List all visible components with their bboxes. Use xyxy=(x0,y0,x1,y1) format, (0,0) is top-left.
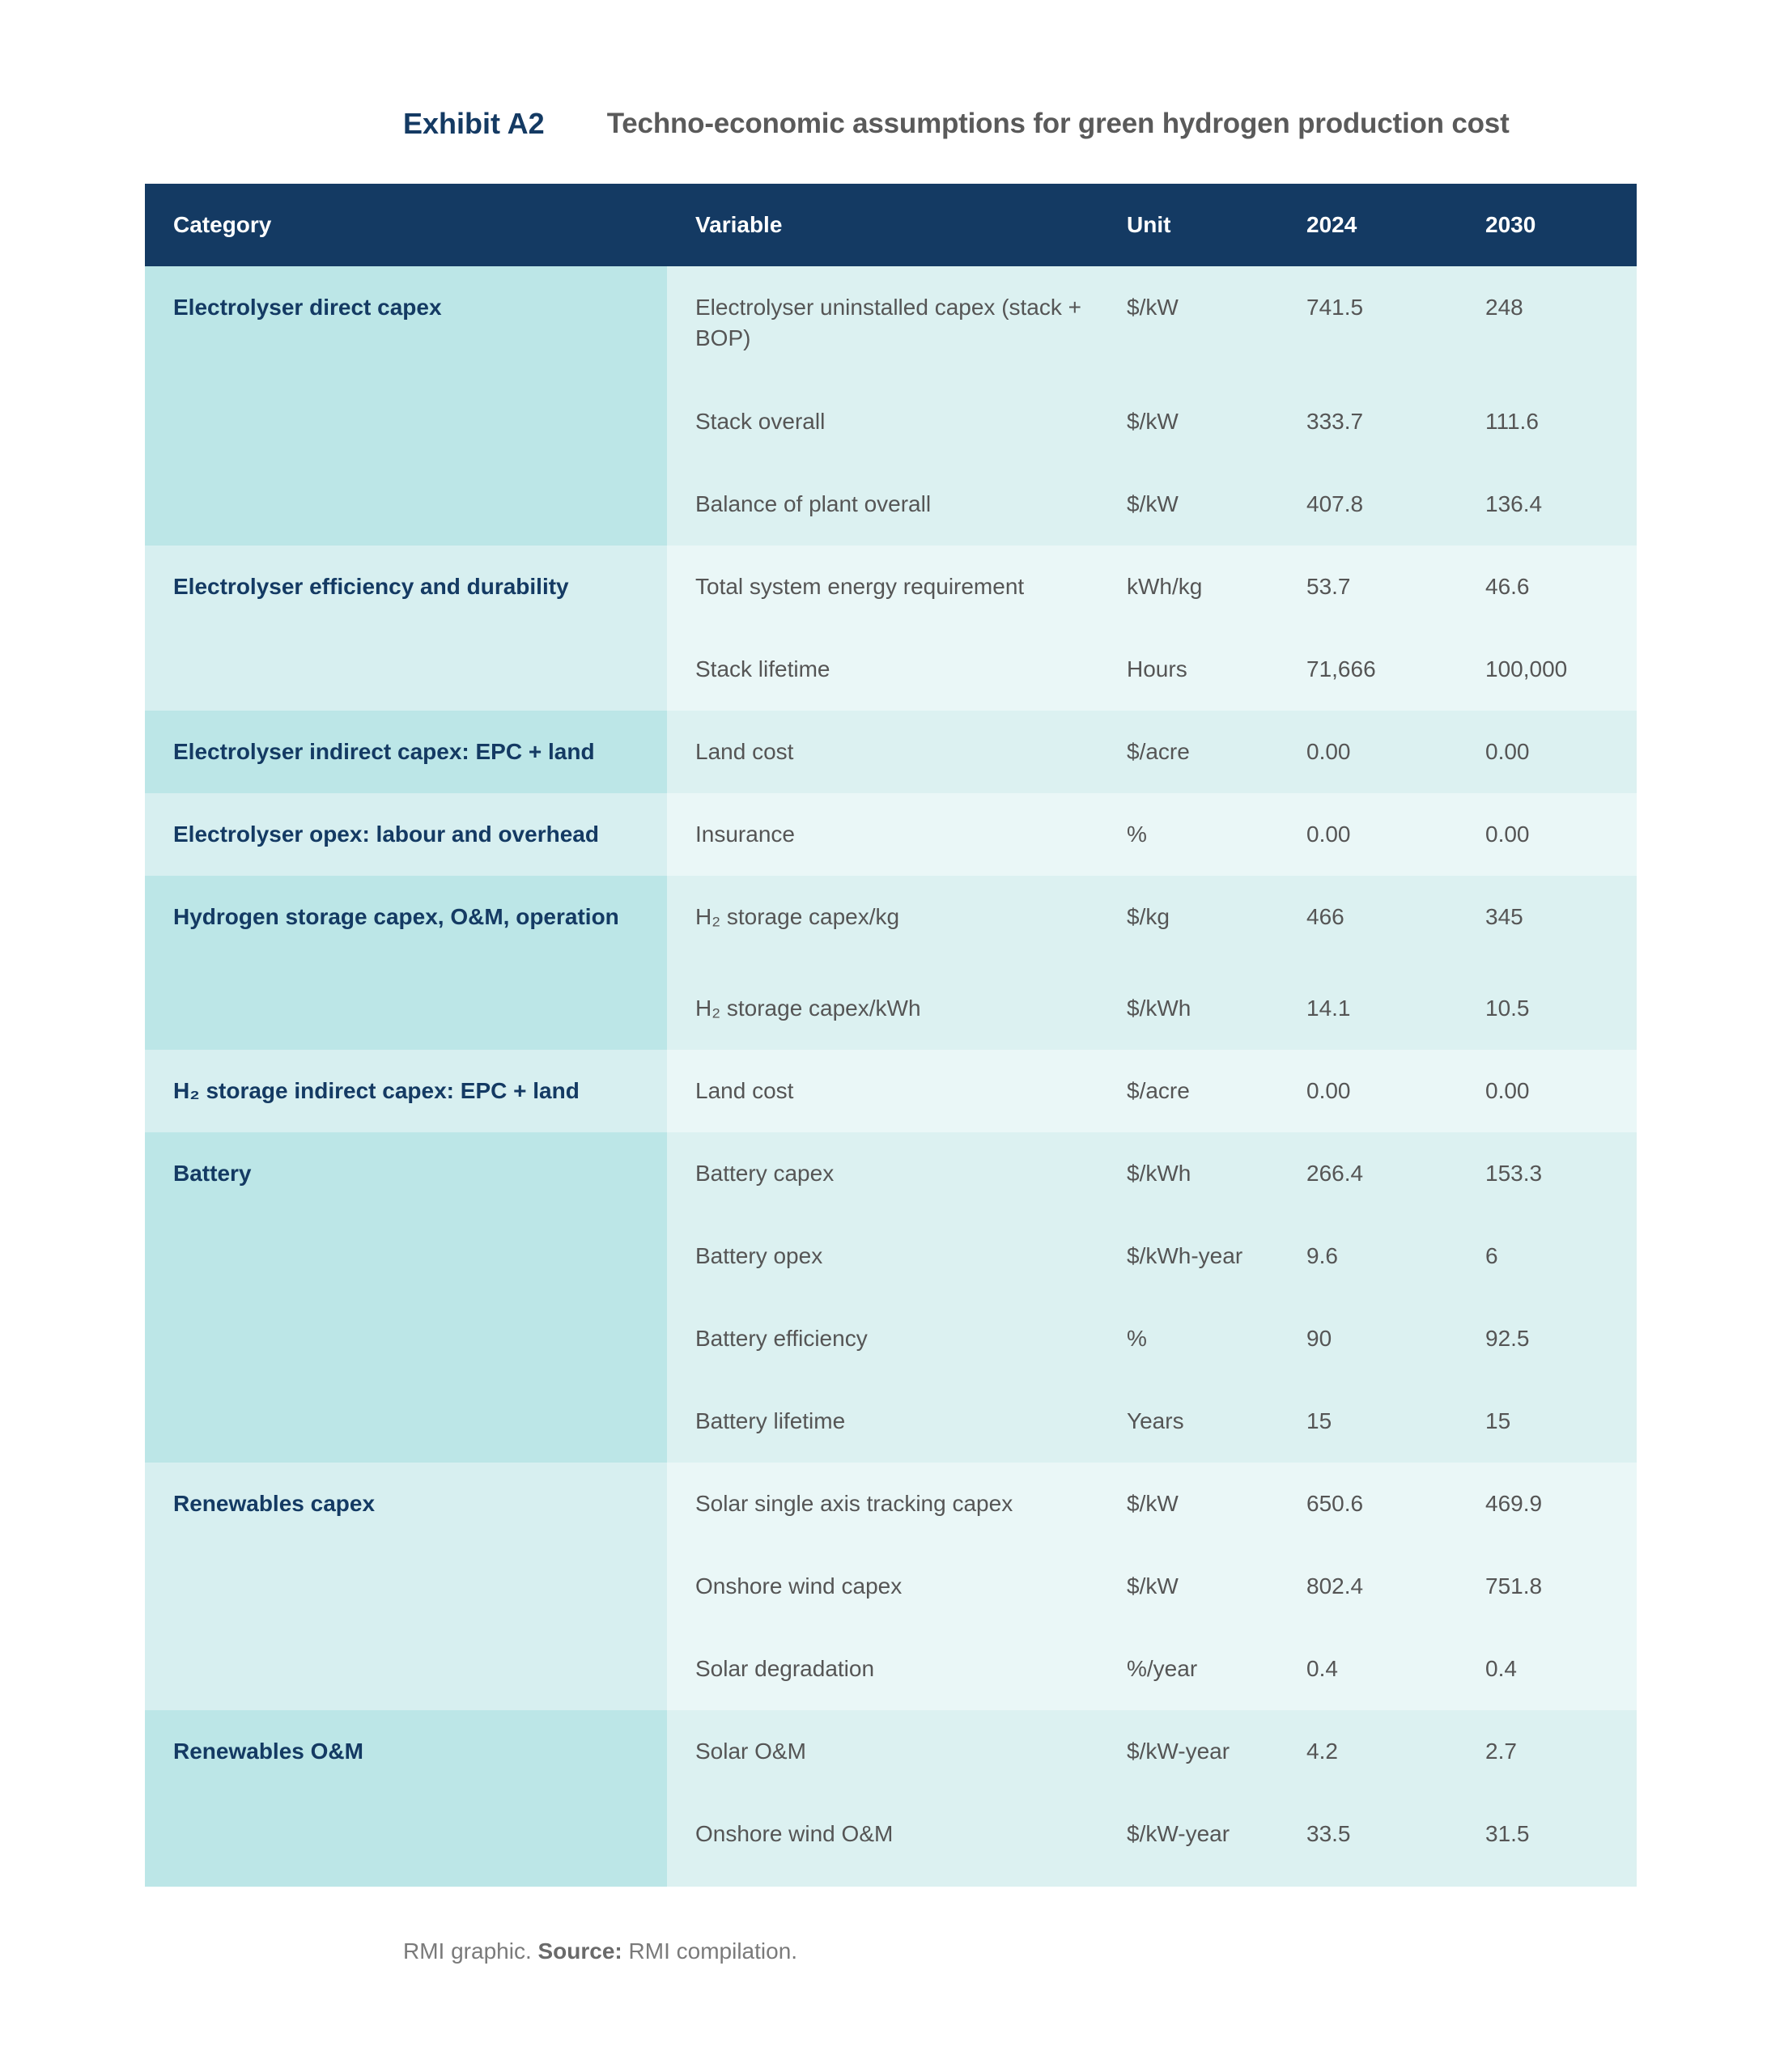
variable-cell: Solar single axis tracking capex xyxy=(695,1491,1013,1516)
table-row xyxy=(667,1710,1637,1793)
table-body xyxy=(145,266,1637,1887)
header-unit: Unit xyxy=(1127,212,1171,237)
value-2030-cell: 6 xyxy=(1485,1243,1498,1268)
table-row xyxy=(667,876,1637,967)
value-2024-cell: 4.2 xyxy=(1306,1739,1338,1764)
value-2024-cell: 266.4 xyxy=(1306,1161,1364,1186)
value-2030-cell: 2.7 xyxy=(1485,1739,1517,1764)
footnote-source-text: RMI compilation. xyxy=(628,1938,798,1964)
footnote-source-label: Source: xyxy=(537,1938,622,1964)
variable-rows xyxy=(667,876,1637,1050)
unit-cell: $/kW xyxy=(1127,1573,1179,1599)
variable-rows xyxy=(667,266,1637,546)
variable-cell: Electrolyser uninstalled capex (stack + BOP) xyxy=(695,295,1081,350)
value-2030-cell: 751.8 xyxy=(1485,1573,1543,1599)
variable-cell: Land cost xyxy=(695,739,794,764)
table-row xyxy=(667,1297,1637,1380)
unit-cell: $/kW-year xyxy=(1127,1739,1230,1764)
unit-cell: %/year xyxy=(1127,1656,1198,1681)
unit-cell: $/kW xyxy=(1127,491,1179,516)
category-group xyxy=(145,1463,1637,1710)
value-2030-cell: 469.9 xyxy=(1485,1491,1543,1516)
category-group xyxy=(145,711,1637,793)
value-2030-cell: 248 xyxy=(1485,295,1523,320)
category-cell: Renewables capex xyxy=(145,1463,667,1710)
footnote xyxy=(403,1938,797,1964)
header-2030: 2030 xyxy=(1485,212,1536,237)
table-row xyxy=(667,546,1637,628)
value-2030-cell: 31.5 xyxy=(1485,1821,1530,1846)
unit-cell: % xyxy=(1127,1326,1147,1351)
category-cell: Hydrogen storage capex, O&M, operation xyxy=(145,876,667,1050)
unit-cell: Years xyxy=(1127,1408,1184,1433)
value-2024-cell: 333.7 xyxy=(1306,409,1364,434)
category-cell: Electrolyser indirect capex: EPC + land xyxy=(145,711,667,793)
category-group xyxy=(145,1132,1637,1463)
value-2024-cell: 466 xyxy=(1306,904,1344,929)
variable-rows xyxy=(667,1132,1637,1463)
variable-cell: Onshore wind O&M xyxy=(695,1821,894,1846)
table-row xyxy=(667,1463,1637,1545)
value-2030-cell: 0.00 xyxy=(1485,822,1530,847)
category-cell: Renewables O&M xyxy=(145,1710,667,1887)
unit-cell: kWh/kg xyxy=(1127,574,1203,599)
value-2024-cell: 9.6 xyxy=(1306,1243,1338,1268)
footnote-prefix: RMI graphic. xyxy=(403,1938,532,1964)
unit-cell: $/acre xyxy=(1127,739,1190,764)
exhibit-heading: Techno-economic assumptions for green hydrogen production cost xyxy=(606,108,1510,139)
variable-cell: Battery efficiency xyxy=(695,1326,868,1351)
variable-cell: Battery lifetime xyxy=(695,1408,846,1433)
variable-rows xyxy=(667,1463,1637,1710)
assumptions-table xyxy=(145,184,1637,1887)
exhibit-title xyxy=(403,96,1510,152)
variable-cell: H₂ storage capex/kWh xyxy=(695,996,921,1021)
variable-cell: Stack overall xyxy=(695,409,826,434)
header-variable: Variable xyxy=(695,212,783,237)
variable-rows xyxy=(667,546,1637,711)
table-row xyxy=(667,628,1637,711)
table-row xyxy=(667,711,1637,793)
value-2024-cell: 53.7 xyxy=(1306,574,1351,599)
value-2024-cell: 650.6 xyxy=(1306,1491,1364,1516)
unit-cell: $/kg xyxy=(1127,904,1170,929)
value-2030-cell: 15 xyxy=(1485,1408,1511,1433)
variable-rows xyxy=(667,711,1637,793)
value-2030-cell: 111.6 xyxy=(1485,409,1539,434)
value-2024-cell: 0.00 xyxy=(1306,822,1351,847)
category-group xyxy=(145,1050,1637,1132)
header-2024: 2024 xyxy=(1306,212,1357,237)
category-group xyxy=(145,876,1637,1050)
category-cell: H₂ storage indirect capex: EPC + land xyxy=(145,1050,667,1132)
category-cell: Electrolyser direct capex xyxy=(145,266,667,546)
value-2024-cell: 71,666 xyxy=(1306,656,1376,681)
unit-cell: $/kW xyxy=(1127,409,1179,434)
table-row xyxy=(667,967,1637,1050)
table-row xyxy=(667,1215,1637,1297)
value-2024-cell: 407.8 xyxy=(1306,491,1364,516)
variable-cell: Total system energy requirement xyxy=(695,574,1025,599)
value-2024-cell: 802.4 xyxy=(1306,1573,1364,1599)
category-group xyxy=(145,546,1637,711)
variable-cell: Insurance xyxy=(695,822,795,847)
value-2024-cell: 15 xyxy=(1306,1408,1332,1433)
value-2024-cell: 0.00 xyxy=(1306,1078,1351,1103)
unit-cell: $/kW-year xyxy=(1127,1821,1230,1846)
variable-cell: Battery capex xyxy=(695,1161,835,1186)
value-2030-cell: 0.00 xyxy=(1485,1078,1530,1103)
value-2024-cell: 33.5 xyxy=(1306,1821,1351,1846)
variable-cell: Land cost xyxy=(695,1078,794,1103)
unit-cell: $/kWh xyxy=(1127,1161,1191,1186)
header-category: Category xyxy=(173,212,272,237)
category-cell: Electrolyser opex: labour and overhead xyxy=(145,793,667,876)
variable-cell: Onshore wind capex xyxy=(695,1573,903,1599)
value-2030-cell: 10.5 xyxy=(1485,996,1530,1021)
variable-cell: Solar degradation xyxy=(695,1656,875,1681)
variable-cell: Stack lifetime xyxy=(695,656,830,681)
value-2030-cell: 92.5 xyxy=(1485,1326,1530,1351)
value-2024-cell: 14.1 xyxy=(1306,996,1351,1021)
unit-cell: $/kWh-year xyxy=(1127,1243,1243,1268)
unit-cell: $/acre xyxy=(1127,1078,1190,1103)
value-2024-cell: 0.4 xyxy=(1306,1656,1338,1681)
variable-rows xyxy=(667,793,1637,876)
unit-cell: $/kW xyxy=(1127,1491,1179,1516)
value-2030-cell: 153.3 xyxy=(1485,1161,1543,1186)
table-row xyxy=(667,1050,1637,1132)
value-2030-cell: 0.4 xyxy=(1485,1656,1517,1681)
unit-cell: % xyxy=(1127,822,1147,847)
table-row xyxy=(667,1793,1637,1887)
variable-rows xyxy=(667,1050,1637,1132)
table-row xyxy=(667,463,1637,546)
variable-cell: Battery opex xyxy=(695,1243,823,1268)
value-2030-cell: 136.4 xyxy=(1485,491,1543,516)
value-2024-cell: 90 xyxy=(1306,1326,1332,1351)
category-cell: Electrolyser efficiency and durability xyxy=(145,546,667,711)
exhibit-label: Exhibit A2 xyxy=(403,107,545,140)
value-2030-cell: 46.6 xyxy=(1485,574,1530,599)
table-row xyxy=(667,380,1637,463)
value-2030-cell: 100,000 xyxy=(1485,656,1568,681)
variable-cell: H₂ storage capex/kg xyxy=(695,904,900,929)
variable-rows xyxy=(667,1710,1637,1887)
variable-cell: Solar O&M xyxy=(695,1739,806,1764)
table-header xyxy=(145,184,1637,266)
category-group xyxy=(145,793,1637,876)
value-2024-cell: 741.5 xyxy=(1306,295,1364,320)
table-row xyxy=(667,1380,1637,1463)
unit-cell: $/kWh xyxy=(1127,996,1191,1021)
value-2030-cell: 345 xyxy=(1485,904,1523,929)
variable-cell: Balance of plant overall xyxy=(695,491,932,516)
unit-cell: Hours xyxy=(1127,656,1187,681)
table-row xyxy=(667,1545,1637,1628)
category-group xyxy=(145,1710,1637,1887)
unit-cell: $/kW xyxy=(1127,295,1179,320)
table-row xyxy=(667,793,1637,876)
value-2024-cell: 0.00 xyxy=(1306,739,1351,764)
category-group xyxy=(145,266,1637,546)
table-row xyxy=(667,266,1637,380)
table-row xyxy=(667,1628,1637,1710)
value-2030-cell: 0.00 xyxy=(1485,739,1530,764)
category-cell: Battery xyxy=(145,1132,667,1463)
table-row xyxy=(667,1132,1637,1215)
